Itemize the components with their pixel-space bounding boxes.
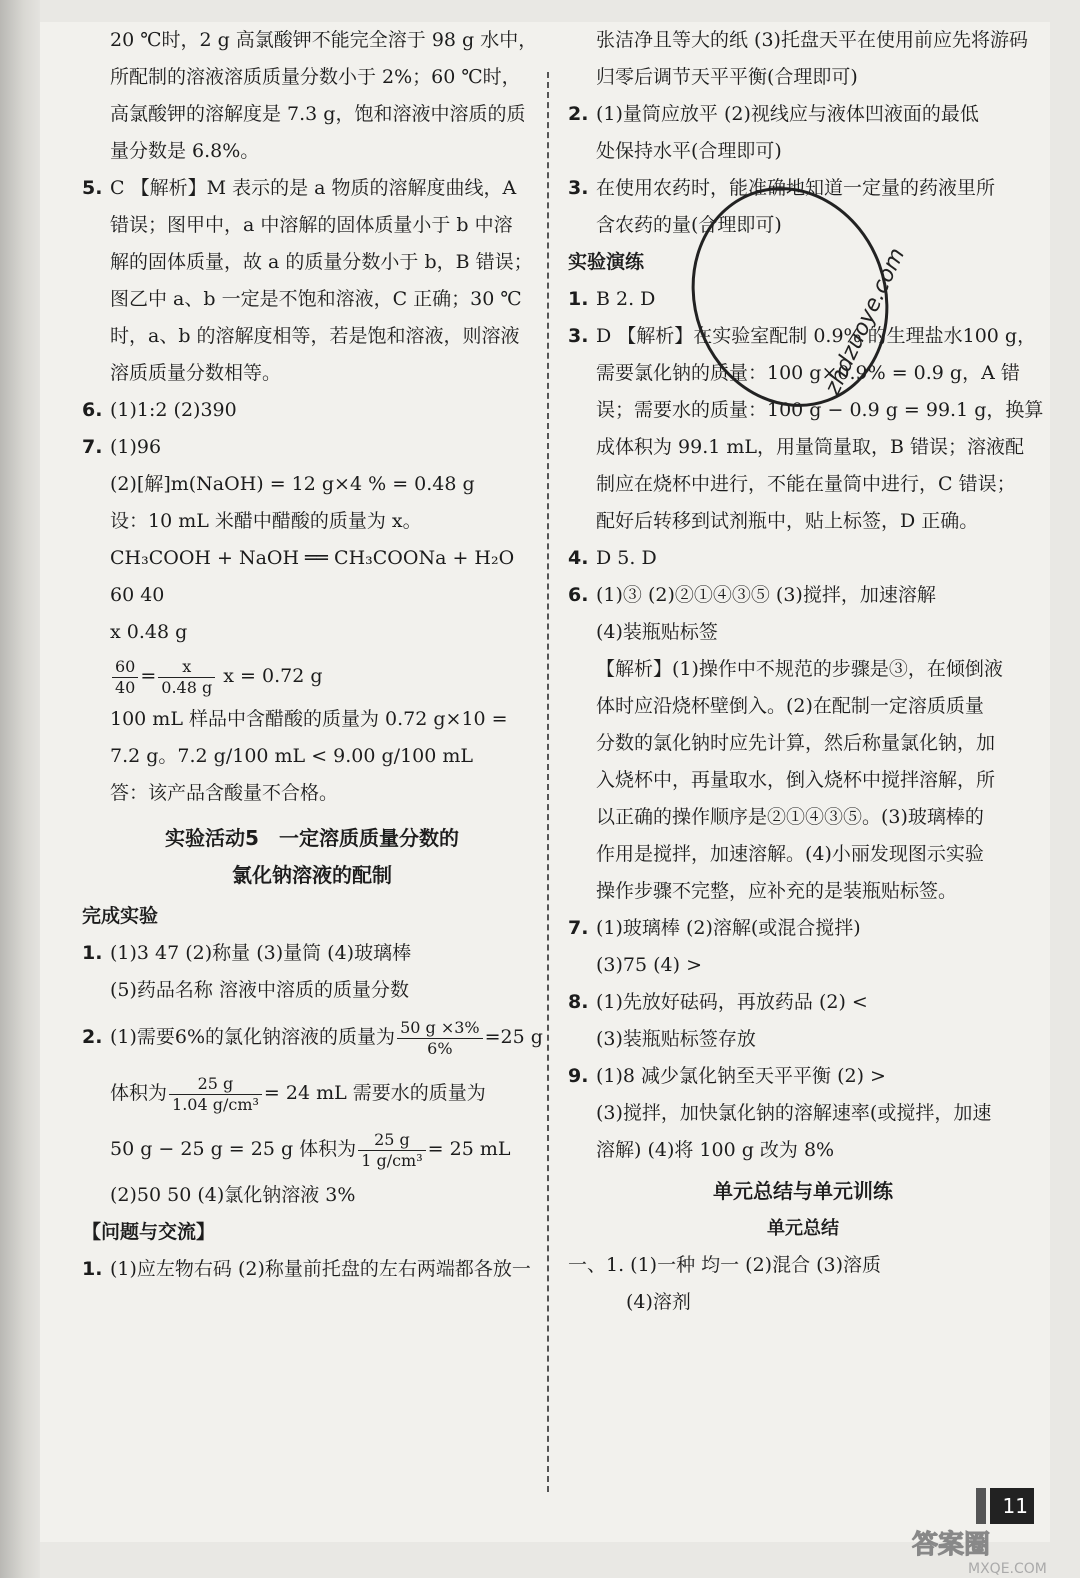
line-text: 操作步骤不完整，应补充的是装瓶贴标签。 xyxy=(596,880,958,902)
site-logo xyxy=(908,1525,1068,1575)
line-text: 制应在烧杯中进行，不能在量筒中进行，C 错误； xyxy=(596,473,1016,495)
unit-summary-line2: (4)溶剂 xyxy=(626,1291,691,1313)
line-text: 图乙中 a、b 一定是不饱和溶液，C 正确；30 ℃ xyxy=(110,288,522,310)
question-number: 3. xyxy=(568,177,589,199)
q2-line2: 体积为 $\frac{25 g}{\text{1.04 g/cm³}}$ = 24 mL 需要水的质量为 xyxy=(110,1073,486,1114)
left-line xyxy=(82,170,542,207)
line-text: (3)搅拌，加快氯化钠的溶解速率(或搅拌，加速 xyxy=(596,1102,992,1124)
line-text: 成体积为 99.1 mL，用量筒量取，B 错误；溶液配 xyxy=(596,436,1025,458)
line-text: D 【解析】在实验室配制 0.9% 的生理盐水100 g， xyxy=(596,325,1037,347)
left-answers-part2 xyxy=(82,701,542,812)
right2-line xyxy=(568,1095,1038,1132)
qa-line1: 1. (1)应左物右码 (2)称量前托盘的左右两端都各放一 xyxy=(82,1258,531,1280)
section-title-line2: 氯化钠溶液的配制 xyxy=(232,863,392,887)
line-text: CH₃COOH + NaOH ══ CH₃COONa + H₂O xyxy=(110,547,515,569)
line-text: 需要氯化钠的质量：100 g×0.9% = 0.9 g，A 错 xyxy=(596,362,1020,384)
question-number: 5. xyxy=(82,177,103,199)
line-text: 张洁净且等大的纸 (3)托盘天平在使用前应先将游码 xyxy=(596,29,1028,51)
left-line xyxy=(82,281,542,318)
line-text: (3)装瓶贴标签存放 xyxy=(596,1028,756,1050)
q1-line2: (5)药品名称 溶液中溶质的质量分数 xyxy=(110,979,409,1001)
fraction-equation: $\frac{60}{40}$ = $\frac{x}{0.48 g}$ x = 0.72 g xyxy=(82,651,542,701)
left-line xyxy=(82,503,542,540)
line-text: 含农药的量(合理即可) xyxy=(596,214,782,236)
left-line xyxy=(82,540,542,577)
left-column xyxy=(82,22,542,1288)
line-text: 量分数是 6.8%。 xyxy=(110,140,260,162)
line-text: 高氯酸钾的溶解度是 7.3 g，饱和溶液中溶质的质 xyxy=(110,103,526,125)
svg-text:答案圈: 答案圈 xyxy=(912,1530,991,1560)
right2-line xyxy=(568,577,1038,614)
right-line xyxy=(568,96,1038,133)
line-text: (1)1:2 (2)390 xyxy=(110,399,237,421)
question-number: 3. xyxy=(568,325,589,347)
line-text: D 5. D xyxy=(596,547,657,569)
line-text: 归零后调节天平平衡(合理即可) xyxy=(596,66,858,88)
line-text: 60 40 xyxy=(110,584,165,606)
line-text: 【解析】(1)操作中不规范的步骤是③，在倾倒液 xyxy=(596,658,1003,680)
line-text: 在使用农药时，能准确地知道一定量的药液里所 xyxy=(596,177,996,199)
svg-text:MXQE.COM: MXQE.COM xyxy=(968,1561,1047,1577)
unit-summary-line1: 一、1. (1)一种 均一 (2)混合 (3)溶质 xyxy=(568,1254,882,1276)
line-text: 作用是搅拌，加速溶解。(4)小丽发现图示实验 xyxy=(596,843,984,865)
left-line xyxy=(82,466,542,503)
question-number: 8. xyxy=(568,991,589,1013)
left-line xyxy=(82,22,542,59)
line-text: (1)量筒应放平 (2)视线应与液体凹液面的最低 xyxy=(596,103,979,125)
question-number: 9. xyxy=(568,1065,589,1087)
fraction-a: $\frac{60}{40}$ xyxy=(112,657,138,698)
line-text: 所配制的溶液溶质质量分数小于 2%；60 ℃时， xyxy=(110,66,521,88)
question-number: 2. xyxy=(568,103,589,125)
left-line xyxy=(82,133,542,170)
fraction-b: $\frac{x}{0.48 g}$ xyxy=(158,657,215,698)
line-text: (3)75 (4) > xyxy=(596,954,703,976)
left-line xyxy=(82,429,542,466)
q2-line1: 2. (1)需要6%的氯化钠溶液的质量为 $\frac{50 g \times 3\%}{6\%}$ =25 g xyxy=(82,1017,543,1058)
experiment-practice-heading: 实验演练 xyxy=(568,251,645,273)
line-text: (1)先放好砝码，再放药品 (2) < xyxy=(596,991,868,1013)
line-text: 错误；图甲中，a 中溶解的固体质量小于 b 中溶 xyxy=(110,214,513,236)
left-line xyxy=(82,59,542,96)
left-line xyxy=(82,392,542,429)
line-text: (1)8 减少氯化钠至天平平衡 (2) > xyxy=(596,1065,886,1087)
question-number: 7. xyxy=(82,436,103,458)
left-line xyxy=(82,207,542,244)
right2-line xyxy=(568,651,1038,688)
right2-line xyxy=(568,1132,1038,1169)
right2-line xyxy=(568,799,1038,836)
line-text: (1)96 xyxy=(110,436,162,458)
left-line xyxy=(82,318,542,355)
line-text: 误；需要水的质量：100 g − 0.9 g = 99.1 g，换算 xyxy=(596,399,1044,421)
right2-line xyxy=(568,429,1038,466)
line-text: 答：该产品含酸量不合格。 xyxy=(110,782,339,804)
right2-line xyxy=(568,984,1038,1021)
book-spine-shadow xyxy=(0,0,40,1578)
left-line xyxy=(82,355,542,392)
q1-line1: 1. (1)3 47 (2)称量 (3)量筒 (4)玻璃棒 xyxy=(82,942,412,964)
right2-line xyxy=(568,540,1038,577)
question-number: 7. xyxy=(568,917,589,939)
right2-line xyxy=(568,836,1038,873)
question-number: 4. xyxy=(568,547,589,569)
line-text: C 【解析】M 表示的是 a 物质的溶解度曲线，A xyxy=(110,177,517,199)
right2-line xyxy=(568,614,1038,651)
fraction-e: $\frac{25 g}{\text{1 g/cm³}}$ xyxy=(358,1130,425,1171)
right2-line xyxy=(568,873,1038,910)
line-text: 设：10 mL 米醋中醋酸的质量为 x。 xyxy=(110,510,422,532)
line-text: 入烧杯中，再量取水，倒入烧杯中搅拌溶解，所 xyxy=(596,769,996,791)
left-line xyxy=(82,96,542,133)
line-text: 溶质质量分数相等。 xyxy=(110,362,282,384)
line-text: 处保持水平(合理即可) xyxy=(596,140,782,162)
line-text: B 2. D xyxy=(596,288,656,310)
line-text: 体时应沿烧杯壁倒入。(2)在配制一定溶质质量 xyxy=(596,695,984,717)
left2-line xyxy=(82,701,542,738)
answer-page xyxy=(40,22,1050,1542)
right2-line xyxy=(568,762,1038,799)
q2-line3: 50 g − 25 g = 25 g 体积为 $\frac{25 g}{\text{1 g/cm³}}$ = 25 mL xyxy=(110,1129,511,1170)
complete-experiment-heading: 完成实验 xyxy=(82,905,159,927)
left2-line xyxy=(82,738,542,775)
unit-summary-subtitle: 单元总结 xyxy=(767,1218,839,1239)
right2-line xyxy=(568,503,1038,540)
left-line xyxy=(82,244,542,281)
line-text: 100 mL 样品中含醋酸的质量为 0.72 g×10 = xyxy=(110,708,508,730)
column-divider xyxy=(547,72,549,1492)
line-text: 以正确的操作顺序是②①④③⑤。(3)玻璃棒的 xyxy=(596,806,984,828)
line-text: (2)[解]m(NaOH) = 12 g×4 % = 0.48 g xyxy=(110,473,475,495)
page-number: 11 xyxy=(990,1488,1034,1524)
line-text: (4)装瓶贴标签 xyxy=(596,621,718,643)
line-text: 配好后转移到试剂瓶中，贴上标签，D 正确。 xyxy=(596,510,979,532)
fraction-c: $\frac{50 g \times 3\%}{6\%}$ xyxy=(397,1018,483,1059)
right2-line xyxy=(568,725,1038,762)
right-line xyxy=(568,22,1038,59)
qa-heading: 【问题与交流】 xyxy=(82,1221,216,1243)
left-line xyxy=(82,614,542,651)
line-text: 溶解) (4)将 100 g 改为 8% xyxy=(596,1139,835,1161)
right-line xyxy=(568,59,1038,96)
page-number-bar xyxy=(976,1488,986,1524)
section-title-line1: 实验活动5 一定溶质质量分数的 xyxy=(165,826,459,850)
right2-line xyxy=(568,947,1038,984)
left-answers-part1 xyxy=(82,22,542,651)
right2-line xyxy=(568,910,1038,947)
question-number: 6. xyxy=(82,399,103,421)
right-line xyxy=(568,133,1038,170)
q2-line4: (2)50 50 (4)氯化钠溶液 3% xyxy=(110,1184,356,1206)
line-text: 分数的氯化钠时应先计算，然后称量氯化钠，加 xyxy=(596,732,996,754)
left2-line xyxy=(82,775,542,812)
unit-summary-title: 单元总结与单元训练 xyxy=(713,1179,893,1203)
line-text: 解的固体质量，故 a 的质量分数小于 b，B 错误； xyxy=(110,251,533,273)
line-text: 20 ℃时，2 g 高氯酸钾不能完全溶于 98 g 水中， xyxy=(110,29,538,51)
line-text: 时，a、b 的溶解度相等，若是饱和溶液，则溶液 xyxy=(110,325,520,347)
right2-line xyxy=(568,1058,1038,1095)
right2-line xyxy=(568,688,1038,725)
question-number: 6. xyxy=(568,584,589,606)
left-line xyxy=(82,577,542,614)
fraction-d: $\frac{25 g}{\text{1.04 g/cm³}}$ xyxy=(169,1074,262,1115)
line-text: (1)玻璃棒 (2)溶解(或混合搅拌) xyxy=(596,917,861,939)
svg-text:zhdzuoye.com: zhdzuoye.com xyxy=(820,244,911,399)
question-number: 1. xyxy=(568,288,589,310)
right2-line xyxy=(568,466,1038,503)
line-text: 7.2 g。7.2 g/100 mL < 9.00 g/100 mL xyxy=(110,745,474,767)
right2-line xyxy=(568,1021,1038,1058)
line-text: x 0.48 g xyxy=(110,621,188,643)
line-text: (1)③ (2)②①④③⑤ (3)搅拌，加速溶解 xyxy=(596,584,936,606)
